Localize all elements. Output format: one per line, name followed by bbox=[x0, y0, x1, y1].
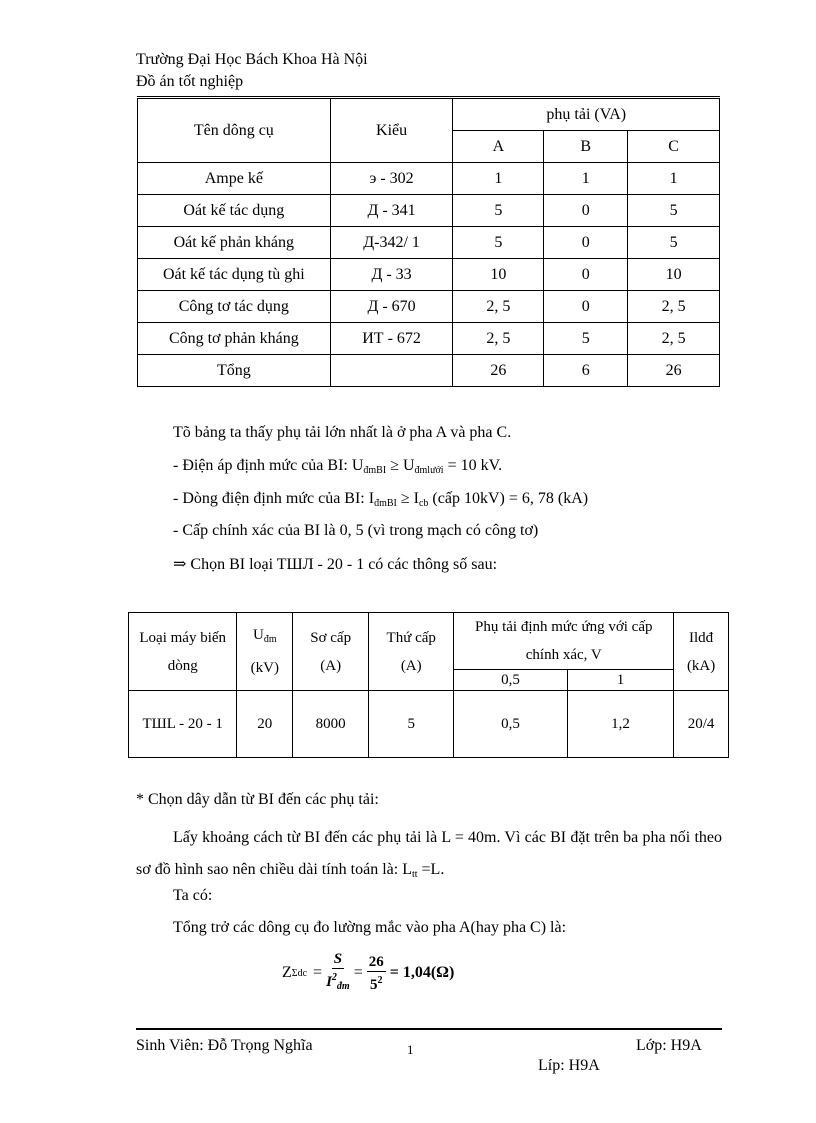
cell-a: 5 bbox=[453, 195, 544, 227]
cell-udm: 20 bbox=[237, 691, 293, 758]
cell-b: 0 bbox=[544, 195, 628, 227]
cell-type bbox=[330, 355, 453, 387]
header-phase-c: C bbox=[628, 131, 720, 163]
header-secondary: Thứ cấp (A) bbox=[369, 613, 454, 691]
footer-divider bbox=[136, 1028, 722, 1030]
header-transformer-type: Loại máy biến dòng bbox=[129, 613, 237, 691]
table-row-total bbox=[138, 355, 720, 387]
cell-secondary: 5 bbox=[369, 691, 454, 758]
cell-type: Д-342/ 1 bbox=[330, 227, 453, 259]
table-row bbox=[138, 291, 720, 323]
paragraph: - Dòng điện định mức của BI: $I_{đmBI} \ge I_{cb}$ (cấp 10kV) = 6, 78 (kA) bbox=[173, 490, 589, 509]
cell-c: 2, 5 bbox=[628, 323, 720, 355]
cell-load-05: 0,5 bbox=[454, 691, 568, 758]
cell-a: 5 bbox=[453, 227, 544, 259]
paragraph: ⇒ Chọn BI loại TШЛ - 20 - 1 có các thông số sau: bbox=[173, 556, 498, 573]
header-type: Kiểu bbox=[330, 98, 453, 163]
cell-name: Oát kế phản kháng bbox=[138, 227, 331, 259]
paragraph: Ta có: bbox=[173, 887, 213, 904]
table-row bbox=[138, 227, 720, 259]
cell-name: Oát kế tác dụng tù ghi bbox=[138, 259, 331, 291]
cell-type: э - 302 bbox=[330, 163, 453, 195]
cell-idd: 20/4 bbox=[674, 691, 729, 758]
cell-b: 6 bbox=[544, 355, 628, 387]
header-phase-a: A bbox=[453, 131, 544, 163]
section-heading: * Chọn dây dẫn từ BI đến các phụ tải: bbox=[136, 791, 379, 808]
cell-load-1: 1,2 bbox=[567, 691, 673, 758]
cell-b: 0 bbox=[544, 259, 628, 291]
fraction-s-over-i: $\frac{S}{I^2_{đm}}$ bbox=[326, 951, 350, 992]
paragraph: - Điện áp định mức của BI: $U_{đmBI} \ge U_{đmlưới} = 10$ kV. bbox=[173, 457, 503, 476]
cell-name: Công tơ tác dụng bbox=[138, 291, 331, 323]
page-number: 1 bbox=[407, 1042, 414, 1057]
header-accuracy-1: 1 bbox=[567, 670, 673, 691]
paragraph: Lấy khoảng cách từ BI đến các phụ tải là L = 40m. Vì các BI đặt trên ba pha nối theo sơ đồ hình sao nên chiều dài tính toán là: $L_{tt} =L$. bbox=[136, 829, 722, 880]
school-name: Trường Đại Học Bách Khoa Hà Nội bbox=[136, 51, 368, 68]
cell-name: Công tơ phản kháng bbox=[138, 323, 331, 355]
cell-a: 2, 5 bbox=[453, 323, 544, 355]
cell-type: Д - 341 bbox=[330, 195, 453, 227]
header-instrument-name: Tên dông cụ bbox=[138, 98, 331, 163]
header-primary: Sơ cấp (A) bbox=[293, 613, 369, 691]
cell-a: 26 bbox=[453, 355, 544, 387]
table-row bbox=[129, 691, 729, 758]
bi-spec-table bbox=[128, 612, 729, 758]
cell-c: 5 bbox=[628, 227, 720, 259]
cell-name: Ampe kế bbox=[138, 163, 331, 195]
cell-name: Oát kế tác dụng bbox=[138, 195, 331, 227]
table-row bbox=[138, 195, 720, 227]
cell-c: 2, 5 bbox=[628, 291, 720, 323]
header-udm: $U_{đm}$ (kV) bbox=[237, 613, 293, 691]
cell-b: 0 bbox=[544, 227, 628, 259]
class-label: Lớp: H9A bbox=[636, 1037, 702, 1054]
cell-c: 26 bbox=[628, 355, 720, 387]
cell-b: 1 bbox=[544, 163, 628, 195]
cell-a: 10 bbox=[453, 259, 544, 291]
header-rated-load: Phụ tải định mức ứng với cấp chính xác, V bbox=[454, 613, 674, 670]
cell-type: TШL - 20 - 1 bbox=[129, 691, 237, 758]
cell-b: 5 bbox=[544, 323, 628, 355]
class-label-duplicate: Líp: H9A bbox=[538, 1057, 600, 1074]
header-idd: Ildđ (kA) bbox=[674, 613, 729, 691]
cell-c: 10 bbox=[628, 259, 720, 291]
cell-c: 5 bbox=[628, 195, 720, 227]
document-subtitle: Đồ án tốt nghiệp bbox=[136, 73, 244, 90]
cell-type: Д - 33 bbox=[330, 259, 453, 291]
table-row bbox=[138, 323, 720, 355]
header-accuracy-05: 0,5 bbox=[454, 670, 568, 691]
paragraph: - Cấp chính xác của BI là 0, 5 (vì trong mạch có công tơ) bbox=[173, 522, 539, 539]
fraction-26-over-5sq: $\frac{26}{5^2}$ bbox=[368, 953, 384, 993]
paragraph: Tõ bảng ta thấy phụ tải lớn nhất là ở pha A và pha C. bbox=[173, 424, 512, 441]
header-phase-b: B bbox=[544, 131, 628, 163]
student-name: Sinh Viên: Đỗ Trọng Nghĩa bbox=[136, 1037, 313, 1054]
header-load: phụ tải (VA) bbox=[453, 98, 720, 131]
cell-name: Tổng bbox=[138, 355, 331, 387]
cell-a: 1 bbox=[453, 163, 544, 195]
instrument-load-table bbox=[137, 96, 720, 387]
table-row bbox=[138, 259, 720, 291]
cell-a: 2, 5 bbox=[453, 291, 544, 323]
cell-b: 0 bbox=[544, 291, 628, 323]
table-row bbox=[138, 163, 720, 195]
paragraph: Tổng trở các dông cụ đo lường mắc vào pha A(hay pha C) là: bbox=[173, 919, 567, 936]
cell-type: ИТ - 672 bbox=[330, 323, 453, 355]
cell-type: Д - 670 bbox=[330, 291, 453, 323]
cell-primary: 8000 bbox=[293, 691, 369, 758]
cell-c: 1 bbox=[628, 163, 720, 195]
impedance-formula: Z Σdc = $\frac{S}{I^2_{đm}}$ = $\frac{26}{5^2}$ = 1,04(Ω) bbox=[282, 950, 454, 996]
